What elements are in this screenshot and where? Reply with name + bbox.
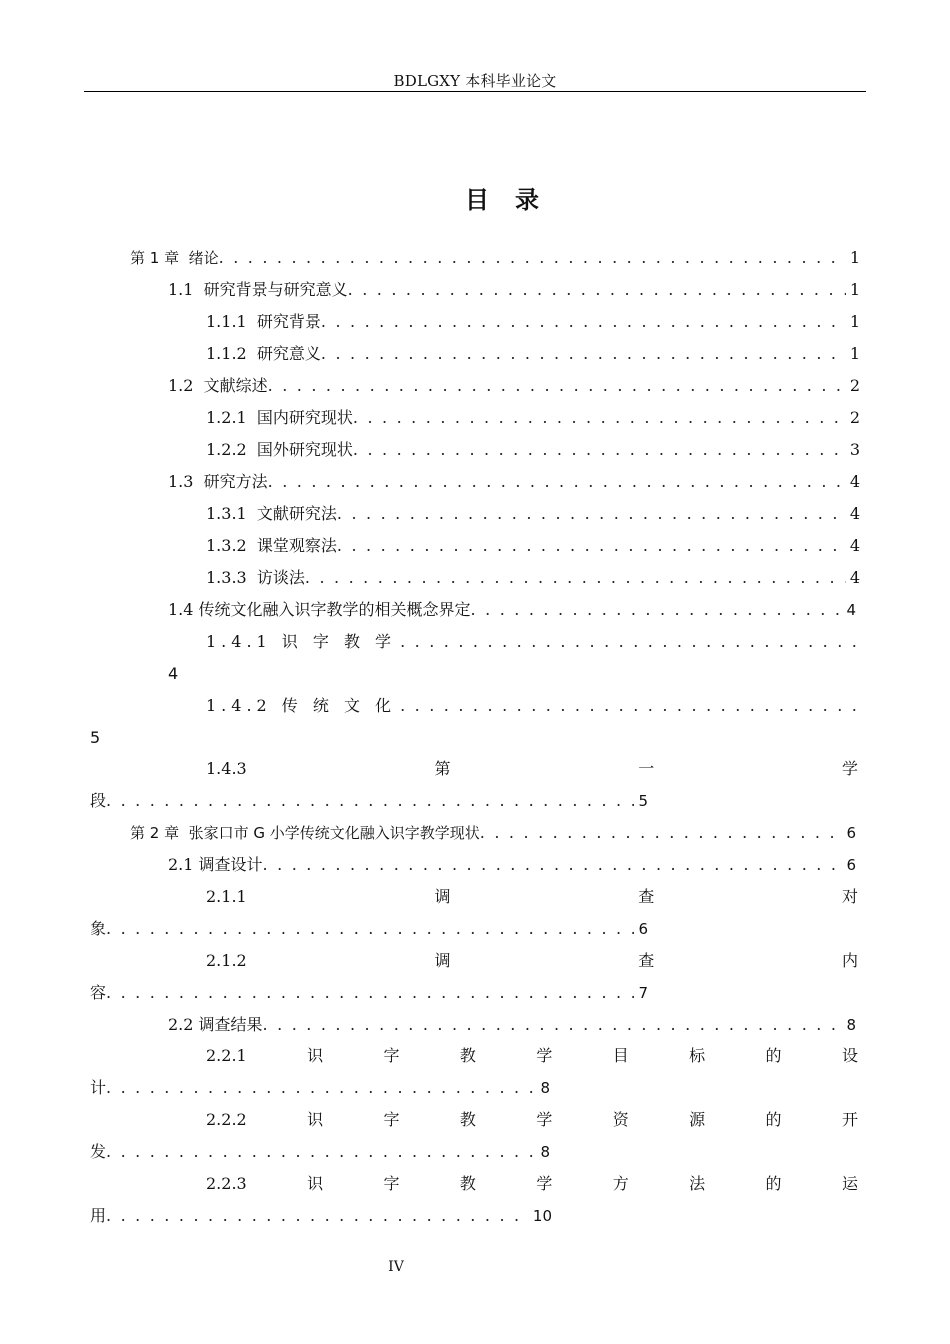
toc-entry-page: 1 (849, 344, 860, 363)
toc-entry-2-2-1[interactable] (206, 1044, 858, 1068)
toc-title (0, 180, 950, 215)
toc-entry-label-part: 一 (638, 759, 655, 778)
toc-entry-2-2-3[interactable] (206, 1172, 858, 1196)
toc-entry-1-4-3-cont (90, 789, 648, 813)
toc-entry-label-part: 目 (612, 1046, 629, 1065)
dot-leader (263, 1013, 843, 1037)
page-header-title: BDLGXY 本科毕业论文 (393, 72, 557, 90)
toc-entry-page: 1 (849, 312, 860, 331)
toc-entry-label: 1.3 研究方法 (168, 472, 268, 491)
toc-entry-label-part: 资 (612, 1110, 629, 1129)
toc-title-char: 录 (515, 185, 565, 214)
toc-entry-2-2[interactable] (168, 1013, 856, 1037)
dot-leader (106, 1204, 529, 1228)
toc-entry-label-part: 的 (765, 1110, 782, 1129)
dot-leader (400, 694, 866, 718)
toc-entry-label: 2.2 调查结果 (168, 1015, 263, 1034)
toc-entry-label: 1.2.1 国内研究现状 (206, 408, 353, 427)
toc-entry-label-part: 调 (434, 951, 451, 970)
toc-entry-label-tail: 段 (90, 791, 107, 810)
toc-entry-label-part: 法 (689, 1174, 706, 1193)
dot-leader (337, 502, 846, 526)
toc-entry-chapter-1[interactable] (130, 246, 860, 270)
toc-entry-label-part: 开 (841, 1110, 858, 1129)
toc-title-char: 目 (465, 185, 515, 214)
dot-leader (353, 406, 846, 430)
toc-entry-label-part: 学 (536, 1046, 553, 1065)
toc-entry-2-1-1[interactable] (206, 885, 858, 909)
toc-entry-1-4-3[interactable] (206, 757, 858, 781)
toc-entry-label-tail: 容 (90, 983, 107, 1002)
toc-entry-label-part: 教 (459, 1174, 476, 1193)
toc-entry-label-part: 字 (383, 1046, 400, 1065)
toc-entry-1-4-1-page (168, 662, 178, 686)
toc-entry-label: 第 2 章 张家口市 G 小学传统文化融入识字教学现状 (130, 824, 480, 842)
toc-entry-1-3-2[interactable] (206, 534, 860, 558)
toc-entry-label-tail: 象 (90, 919, 107, 938)
toc-entry-page: 1 (849, 280, 860, 299)
dot-leader (353, 438, 846, 462)
toc-entry-page: 6 (638, 920, 648, 938)
toc-entry-2-2-1-cont (90, 1076, 550, 1100)
toc-entry-1-4-2-page (90, 726, 100, 750)
toc-entry-label: 1.4.1 识 字 教 学 (206, 632, 397, 651)
toc-entry-label-part: 运 (841, 1174, 858, 1193)
toc-entry-label-part: 调 (434, 887, 451, 906)
toc-entry-label: 1.1 研究背景与研究意义 (168, 280, 348, 299)
toc-entry-page: 3 (849, 440, 860, 459)
dot-leader (400, 630, 866, 654)
toc-entry-2-2-2[interactable] (206, 1108, 858, 1132)
toc-entry-1-4[interactable] (168, 598, 856, 622)
dot-leader (219, 246, 846, 270)
toc-entry-page: 5 (638, 792, 648, 810)
toc-entry-label-tail: 用 (90, 1206, 107, 1225)
toc-entry-label-part: 查 (638, 951, 655, 970)
dot-leader (106, 917, 634, 941)
toc-entry-1-3-1[interactable] (206, 502, 860, 526)
toc-entry-label-part: 2.1.2 (206, 951, 247, 970)
toc-entry-label: 2.1 调查设计 (168, 855, 263, 874)
toc-entry-label-part: 识 (307, 1174, 324, 1193)
toc-entry-1-2[interactable] (168, 374, 860, 398)
toc-entry-label: 1.2.2 国外研究现状 (206, 440, 353, 459)
toc-entry-label: 1.3.1 文献研究法 (206, 504, 337, 523)
dot-leader (337, 534, 846, 558)
toc-entry-label-part: 第 (434, 759, 451, 778)
toc-entry-label-part: 查 (638, 887, 655, 906)
dot-leader (263, 853, 843, 877)
toc-entry-page: 5 (90, 728, 101, 747)
toc-entry-page: 4 (846, 601, 856, 619)
toc-entry-2-1[interactable] (168, 853, 856, 877)
toc-entry-label: 1.3.3 访谈法 (206, 568, 305, 587)
toc-entry-1-2-1[interactable] (206, 406, 860, 430)
toc-entry-label-part: 字 (383, 1174, 400, 1193)
toc-entry-page: 8 (540, 1079, 550, 1097)
dot-leader (480, 821, 843, 845)
toc-entry-page: 10 (532, 1207, 552, 1225)
dot-leader (268, 470, 846, 494)
toc-entry-label-part: 教 (459, 1110, 476, 1129)
header-rule (84, 91, 866, 92)
toc-entry-label-part: 2.2.2 (206, 1110, 247, 1129)
dot-leader (321, 342, 846, 366)
toc-entry-1-3-3[interactable] (206, 566, 860, 590)
toc-entry-label: 1.3.2 课堂观察法 (206, 536, 337, 555)
toc-entry-label-part: 学 (536, 1174, 553, 1193)
toc-entry-page: 4 (849, 504, 860, 523)
dot-leader (321, 310, 846, 334)
dot-leader (106, 1140, 536, 1164)
toc-entry-label: 1.4.2 传 统 文 化 (206, 696, 397, 715)
toc-entry-chapter-2[interactable] (130, 821, 856, 845)
toc-entry-page: 4 (168, 664, 179, 683)
dot-leader (106, 789, 634, 813)
toc-entry-1-3[interactable] (168, 470, 860, 494)
dot-leader (348, 278, 846, 302)
toc-entry-page: 6 (846, 856, 856, 874)
toc-entry-label-part: 教 (459, 1046, 476, 1065)
toc-entry-1-4-2[interactable] (206, 694, 866, 718)
footer-page-number: IV (388, 1259, 404, 1275)
dot-leader (106, 1076, 536, 1100)
toc-entry-label-part: 识 (307, 1110, 324, 1129)
toc-entry-label-part: 字 (383, 1110, 400, 1129)
toc-entry-2-1-2[interactable] (206, 949, 858, 973)
toc-entry-page: 2 (849, 408, 860, 427)
toc-entry-label-part: 内 (841, 951, 858, 970)
toc-entry-1-1-2[interactable] (206, 342, 860, 366)
toc-entry-2-1-1-cont (90, 917, 648, 941)
toc-entry-label-part: 2.2.1 (206, 1046, 247, 1065)
toc-entry-label-tail: 计 (90, 1078, 107, 1097)
toc-entry-1-4-1[interactable] (206, 630, 866, 654)
toc-entry-label-part: 2.1.1 (206, 887, 247, 906)
toc-entry-label: 1.2 文献综述 (168, 376, 268, 395)
dot-leader (305, 566, 846, 590)
toc-entry-label-part: 对 (841, 887, 858, 906)
toc-entry-label-part: 识 (307, 1046, 324, 1065)
toc-entry-label-part: 的 (765, 1046, 782, 1065)
toc-entry-label-part: 设 (841, 1046, 858, 1065)
toc-entry-page: 6 (846, 824, 856, 842)
dot-leader (471, 598, 843, 622)
toc-entry-page: 8 (540, 1143, 550, 1161)
dot-leader (106, 981, 634, 1005)
toc-entry-label-part: 标 (689, 1046, 706, 1065)
toc-entry-label: 1.4 传统文化融入识字教学的相关概念界定 (168, 600, 471, 619)
toc-entry-page: 7 (638, 984, 648, 1002)
toc-entry-label-part: 2.2.3 (206, 1174, 247, 1193)
toc-entry-page: 1 (849, 248, 860, 267)
toc-entry-label: 1.1.1 研究背景 (206, 312, 321, 331)
toc-entry-page: 4 (849, 536, 860, 555)
toc-entry-label-part: 学 (536, 1110, 553, 1129)
toc-entry-label-tail: 发 (90, 1142, 107, 1161)
toc-entry-page: 2 (849, 376, 860, 395)
toc-entry-label-part: 方 (612, 1174, 629, 1193)
toc-entry-1-2-2[interactable] (206, 438, 860, 462)
toc-entry-1-1[interactable] (168, 278, 860, 302)
toc-entry-1-1-1[interactable] (206, 310, 860, 334)
toc-entry-label: 第 1 章 绪论 (130, 249, 219, 267)
toc-entry-page: 4 (849, 472, 860, 491)
toc-entry-2-1-2-cont (90, 981, 648, 1005)
toc-entry-2-2-2-cont (90, 1140, 550, 1164)
toc-entry-label-part: 学 (841, 759, 858, 778)
toc-entry-2-2-3-cont (90, 1204, 552, 1228)
toc-entry-page: 8 (846, 1016, 856, 1034)
toc-entry-label-part: 的 (765, 1174, 782, 1193)
toc-entry-label: 1.1.2 研究意义 (206, 344, 321, 363)
toc-entry-page: 4 (849, 568, 860, 587)
toc-entry-label-part: 源 (689, 1110, 706, 1129)
toc-entry-label-part: 1.4.3 (206, 759, 247, 778)
dot-leader (268, 374, 846, 398)
